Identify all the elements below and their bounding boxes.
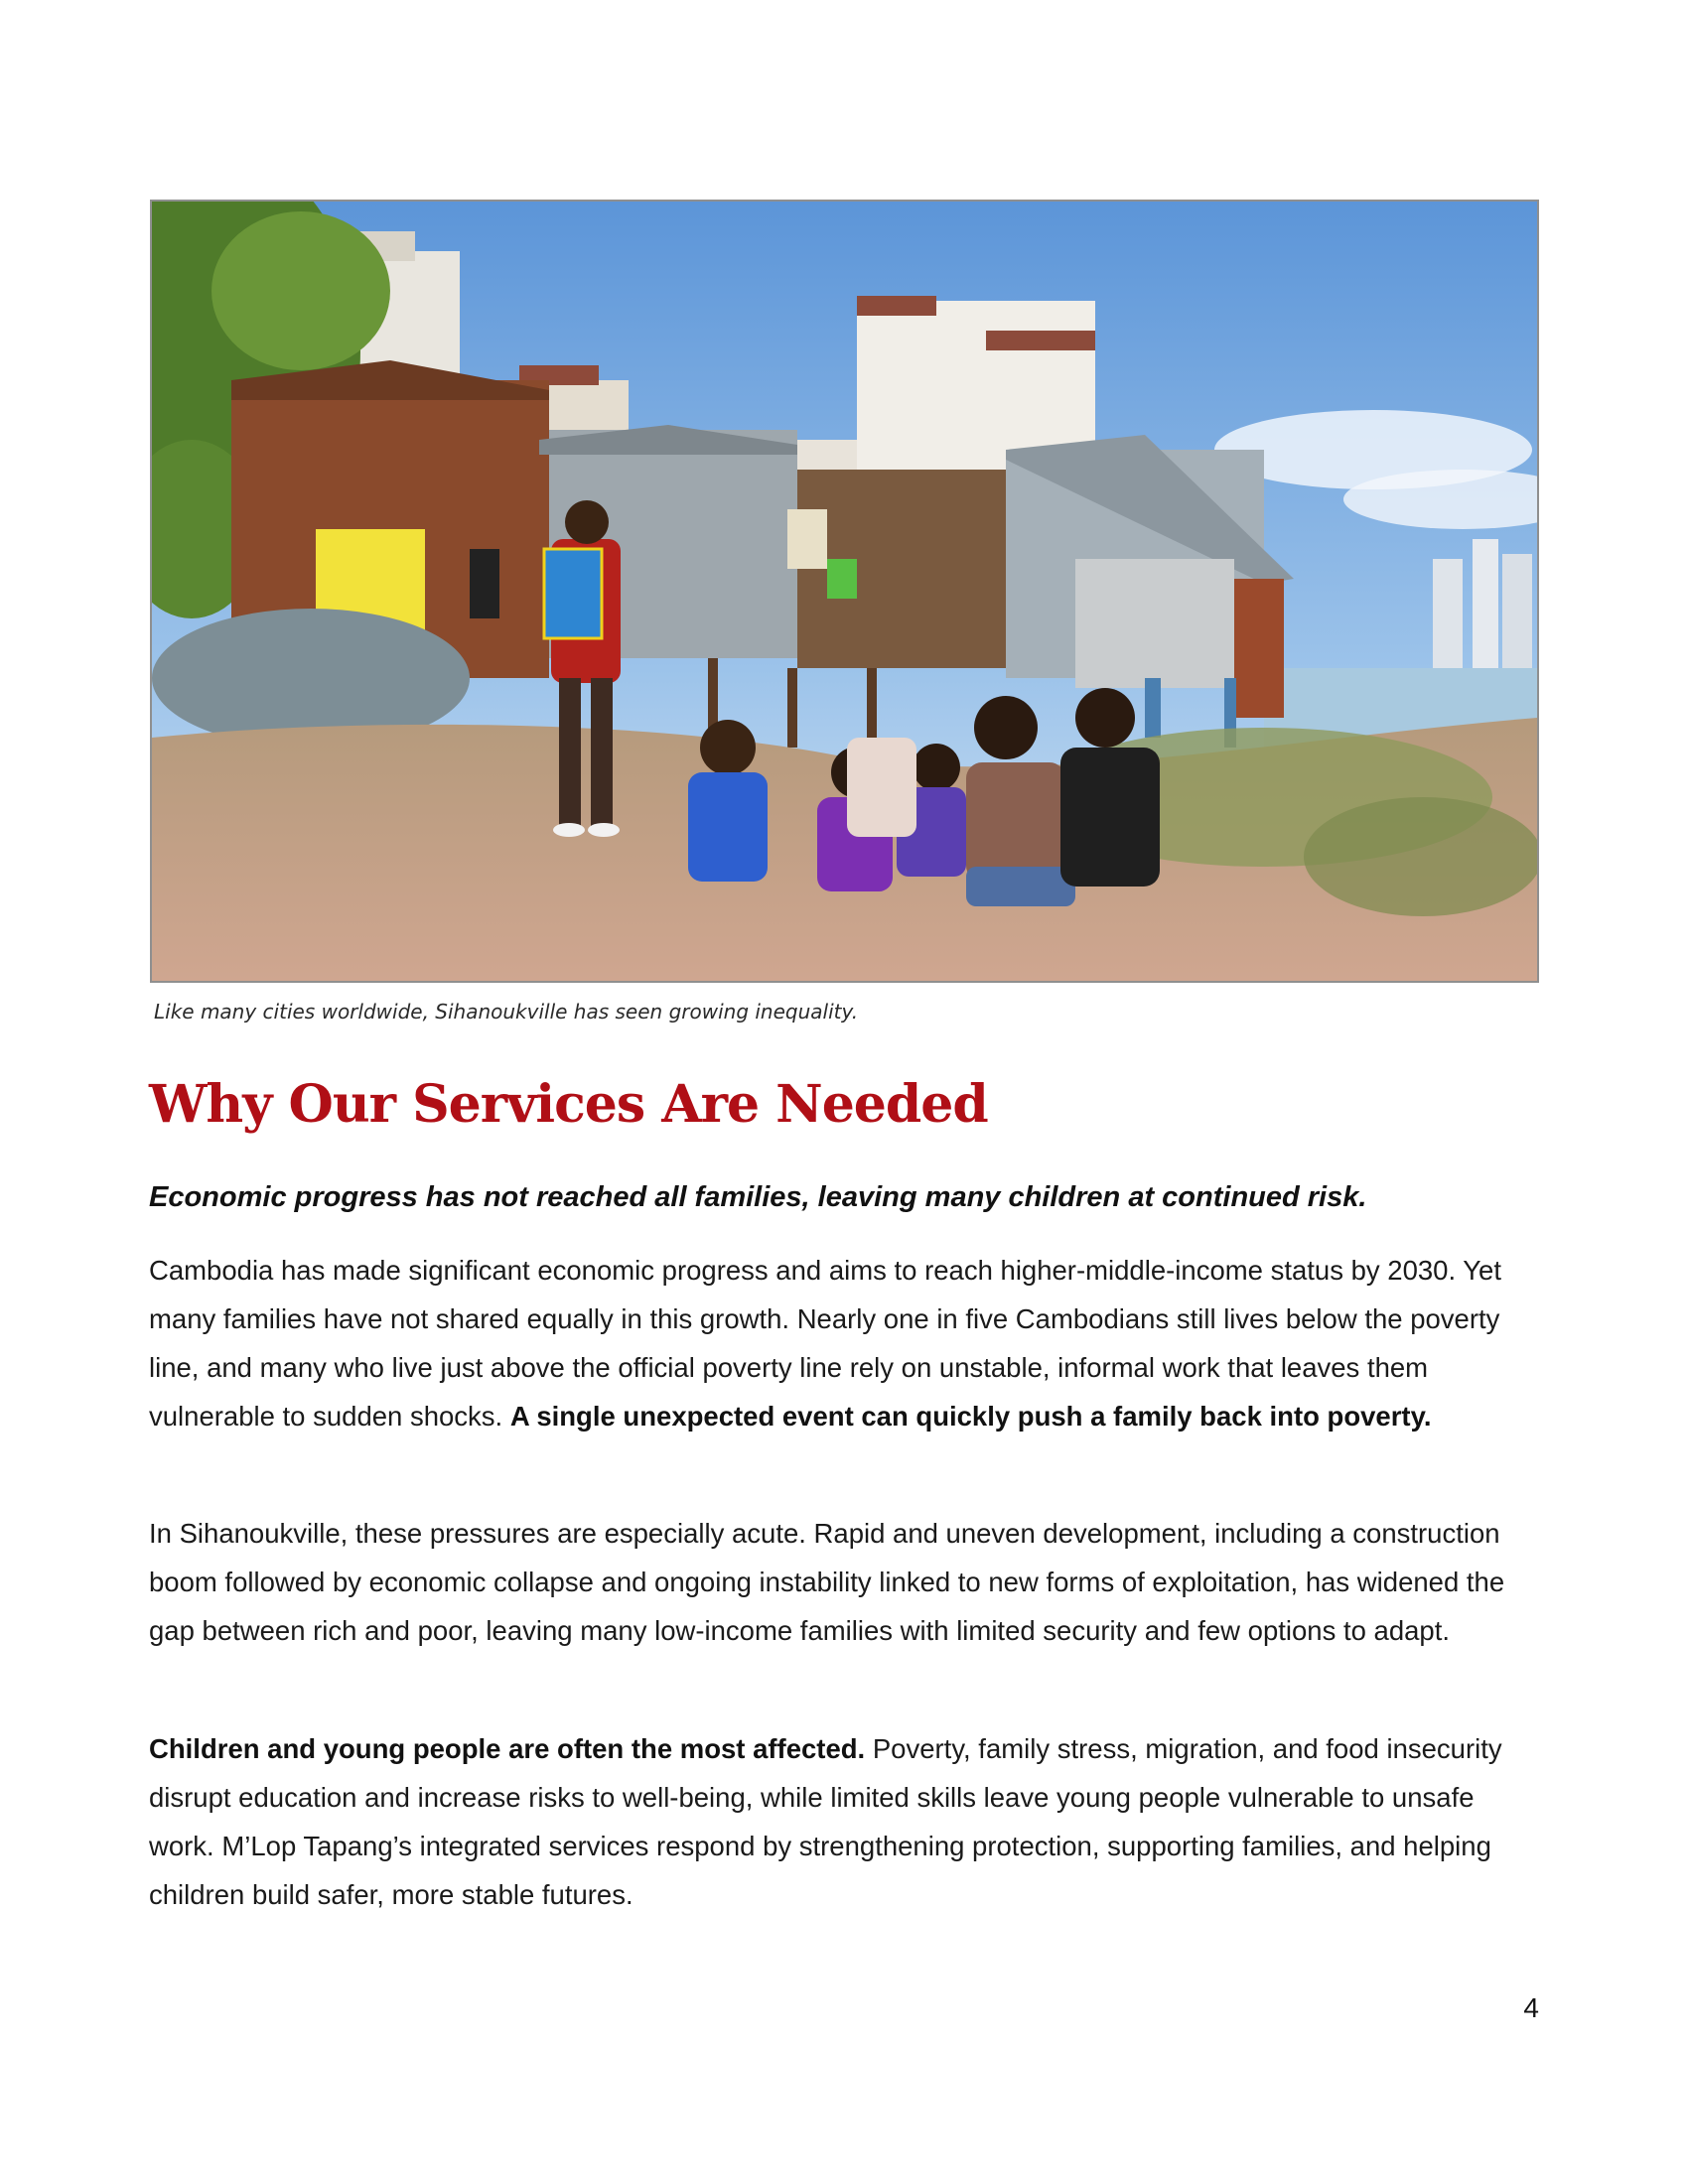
paragraph-emphasis: Children and young people are often the most affected. (149, 1733, 866, 1764)
hero-photo (150, 200, 1539, 983)
photo-caption: Like many cities worldwide, Sihanoukville has seen growing inequality. (154, 1000, 859, 1024)
paragraph-text: Poverty, family stress, migration, and food insecurity disrupt education and increase risks to well-being, while limited skills leave young people vulnerable to unsafe work. M’Lop Tapang’s integrated services respond by strengthening protection, supporting families, and helping children build safer, more stable futures. (149, 1733, 1502, 1910)
paragraph-text: Cambodia has made significant economic progress and aims to reach higher-middle-income status by 2030. Yet many families have not shared equally in this growth. Nearly one in five Cambodians still lives below the poverty line, and many who live just above the official poverty line rely on unstable, informal work that leaves them vulnerable to sudden shocks. (149, 1255, 1501, 1432)
section-lead: Economic progress has not reached all families, leaving many children at continued risk. (149, 1181, 1367, 1213)
photo-illustration (152, 202, 1537, 981)
paragraph-children (149, 1724, 1539, 1919)
paragraph-emphasis: A single unexpected event can quickly push a family back into poverty. (509, 1401, 1432, 1432)
paragraph-text: In Sihanoukville, these pressures are especially acute. Rapid and uneven development, including a construction boom followed by economic collapse and ongoing instability linked to new forms of exploitation, has widened the gap between rich and poor, leaving many low-income families with limited security and few options to adapt. (149, 1518, 1505, 1646)
paragraph-economic-progress (149, 1246, 1539, 1440)
page-number: 4 (1523, 1992, 1539, 2023)
paragraph-sihanoukville (149, 1509, 1539, 1655)
section-heading: Why Our Services Are Needed (149, 1074, 988, 1135)
